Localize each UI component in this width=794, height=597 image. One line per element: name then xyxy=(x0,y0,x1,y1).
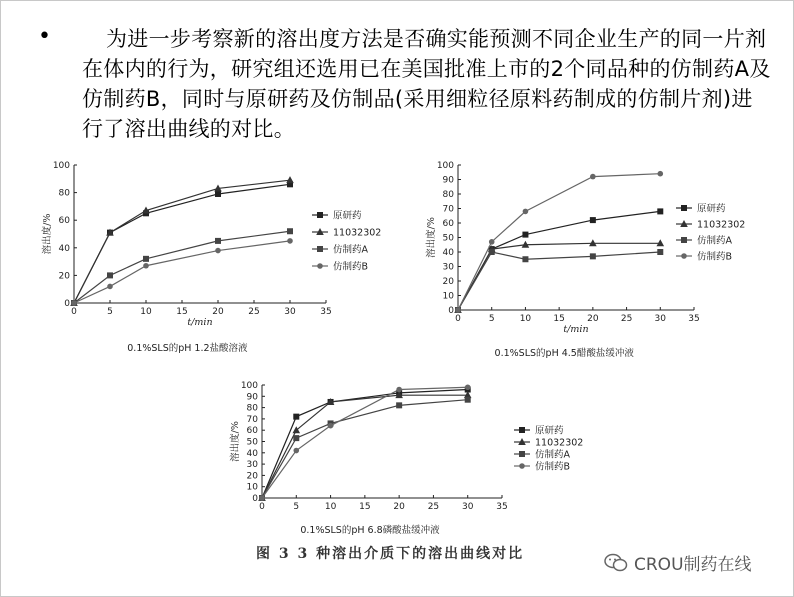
chart-ph45 xyxy=(418,155,758,360)
chart-ph12 xyxy=(30,155,382,360)
chart0-series-line-1 xyxy=(74,180,290,303)
chart0-series-line-2 xyxy=(74,231,290,303)
chart0-legend-marker-0 xyxy=(317,212,323,218)
watermark xyxy=(604,550,752,575)
chart1-data-point-3 xyxy=(657,171,663,177)
chart2-y-tick-label: 60 xyxy=(246,426,258,437)
chart0-x-tick-label: 20 xyxy=(212,307,224,317)
chart0-x-tick-label: 15 xyxy=(176,307,188,317)
chart1-x-tick-label: 30 xyxy=(654,314,667,324)
chart1-y-tick-label: 30 xyxy=(442,262,454,273)
chart0-data-point-3 xyxy=(107,284,113,290)
chart1-x-tick-label: 0 xyxy=(455,314,461,324)
chart0-data-point-3 xyxy=(287,238,293,244)
chart2-y-tick-label: 90 xyxy=(246,392,258,403)
chart0-svg xyxy=(30,155,382,360)
chart0-legend-marker-3 xyxy=(317,263,323,269)
chart1-x-tick-label: 10 xyxy=(519,314,532,324)
chart1-legend-marker-2 xyxy=(681,237,687,243)
chart0-data-point-3 xyxy=(215,248,221,254)
chart0-data-point-2 xyxy=(143,256,149,262)
chart2-x-tick-label: 10 xyxy=(324,502,337,512)
chart1-y-tick-label: 60 xyxy=(442,219,454,229)
chart2-legend-marker-3 xyxy=(519,463,525,469)
chart-ph68 xyxy=(230,375,584,540)
chart0-series-line-0 xyxy=(74,184,290,303)
chart1-y-tick-label: 100 xyxy=(436,161,454,171)
chart0-legend-label-2: 仿制药A xyxy=(333,244,368,256)
chart1-legend-label-1: 11032302 xyxy=(697,219,746,231)
chart2-y-tick-label: 30 xyxy=(246,460,258,471)
chart2-legend-label-1: 11032302 xyxy=(535,437,584,449)
chart1-data-point-3 xyxy=(455,307,461,313)
chart2-legend-marker-2 xyxy=(519,451,525,457)
chart0-x-tick-label: 35 xyxy=(320,307,332,317)
chart2-legend-label-2: 仿制药A xyxy=(535,449,570,461)
chart0-legend-label-0: 原研药 xyxy=(333,210,362,222)
chart1-series-line-3 xyxy=(458,174,660,310)
chart1-x-axis-label: t/min xyxy=(563,324,589,335)
chart0-y-tick-label: 60 xyxy=(58,216,70,227)
chart1-data-point-0 xyxy=(590,217,596,223)
chart1-svg xyxy=(418,155,758,360)
chart2-svg xyxy=(230,375,584,540)
chart2-data-point-3 xyxy=(293,448,299,454)
chart1-caption: 0.1%SLS的pH 4.5醋酸盐缓冲液 xyxy=(494,348,634,359)
chart2-series-line-1 xyxy=(262,395,468,498)
chart2-y-axis-label: 溶出度/% xyxy=(230,421,241,462)
chart1-y-tick-label: 80 xyxy=(442,190,454,200)
chart0-y-tick-label: 80 xyxy=(58,188,70,199)
chart1-legend-label-0: 原研药 xyxy=(697,203,726,215)
chart0-y-tick-label: 20 xyxy=(58,271,70,282)
chart1-legend-marker-0 xyxy=(681,205,687,211)
chart2-data-point-3 xyxy=(465,384,471,390)
chart2-series-line-2 xyxy=(262,400,468,498)
chart2-y-tick-label: 100 xyxy=(240,381,258,391)
chart1-data-point-2 xyxy=(657,249,663,255)
chart1-y-tick-label: 0 xyxy=(448,306,454,316)
chart2-x-tick-label: 20 xyxy=(393,502,405,512)
chart2-x-tick-label: 0 xyxy=(259,502,265,512)
chart0-x-tick-label: 30 xyxy=(284,307,296,317)
chart1-y-tick-label: 40 xyxy=(442,248,454,258)
chart1-y-tick-label: 10 xyxy=(442,291,454,302)
chart2-y-tick-label: 20 xyxy=(246,471,258,482)
chart1-data-point-2 xyxy=(522,256,528,262)
chart0-x-tick-label: 25 xyxy=(248,307,260,317)
chart0-y-tick-label: 0 xyxy=(64,299,70,309)
chart0-data-point-2 xyxy=(215,238,221,244)
chart1-data-point-2 xyxy=(590,253,596,259)
chart0-x-tick-label: 0 xyxy=(71,307,77,317)
chart0-legend-marker-2 xyxy=(317,246,323,252)
chart2-y-tick-label: 70 xyxy=(246,414,258,425)
chart0-data-point-3 xyxy=(71,300,77,306)
chart1-x-tick-label: 15 xyxy=(553,314,565,324)
chart2-y-tick-label: 80 xyxy=(246,403,258,414)
chart1-y-axis-label: 溶出度/% xyxy=(426,217,437,258)
chart2-data-point-2 xyxy=(465,397,471,403)
chart0-legend-label-3: 仿制药B xyxy=(333,261,369,273)
chart2-legend-marker-0 xyxy=(519,427,525,433)
chart2-x-tick-label: 35 xyxy=(496,502,508,512)
chart1-series-line-2 xyxy=(458,252,660,310)
chart0-y-tick-label: 100 xyxy=(52,161,70,171)
chart1-y-tick-label: 90 xyxy=(442,175,454,186)
chart0-data-point-1 xyxy=(286,176,294,183)
chart1-series-line-1 xyxy=(458,243,660,310)
chart1-x-tick-label: 20 xyxy=(587,314,599,324)
chart1-y-tick-label: 70 xyxy=(442,204,454,215)
chart2-series-line-3 xyxy=(262,387,468,498)
chart0-x-axis-label: t/min xyxy=(187,317,213,328)
chart1-data-point-0 xyxy=(522,232,528,238)
chart1-legend-label-3: 仿制药B xyxy=(697,251,733,263)
chart2-legend-label-3: 仿制药B xyxy=(535,461,571,473)
chart2-data-point-2 xyxy=(293,435,299,441)
chart2-x-tick-label: 30 xyxy=(461,502,474,512)
chart0-y-axis-label: 溶出度/% xyxy=(42,213,53,255)
chart2-data-point-3 xyxy=(396,387,402,393)
chart0-data-point-2 xyxy=(107,272,113,278)
chart0-y-tick-label: 40 xyxy=(58,243,70,254)
chart2-y-tick-label: 0 xyxy=(252,494,258,504)
chart2-legend-label-0: 原研药 xyxy=(535,425,564,437)
chart0-data-point-3 xyxy=(143,263,149,269)
chart1-x-tick-label: 5 xyxy=(488,314,495,324)
chart2-y-tick-label: 10 xyxy=(246,482,258,493)
chart1-legend-label-2: 仿制药A xyxy=(697,235,732,247)
wechat-icon xyxy=(604,553,628,573)
chart1-series-line-0 xyxy=(458,211,660,310)
chart1-y-tick-label: 20 xyxy=(442,277,454,287)
chart1-legend-marker-3 xyxy=(681,253,687,259)
chart2-data-point-3 xyxy=(259,495,265,501)
chart1-x-tick-label: 25 xyxy=(620,314,633,324)
chart1-data-point-3 xyxy=(489,239,495,245)
slide-paragraph: 为进一步考察新的溶出度方法是否确实能预测不同企业生产的同一片剂在体内的行为，研究组还选用已在美国批准上市的2个同品种的仿制药A及仿制药B，同时与原研药及仿制品(采用细粒径原料药制成的仿制片剂)进行了溶出曲线的对比。 xyxy=(82,27,771,141)
chart2-x-tick-label: 25 xyxy=(427,502,440,512)
chart2-data-point-3 xyxy=(328,423,334,429)
chart2-data-point-0 xyxy=(293,414,299,420)
figure-caption: 图 3 3 种溶出介质下的溶出曲线对比 xyxy=(256,546,525,562)
chart0-data-point-2 xyxy=(287,228,293,234)
chart2-x-tick-label: 15 xyxy=(359,502,371,512)
chart1-data-point-2 xyxy=(489,249,495,255)
chart0-x-tick-label: 5 xyxy=(107,307,113,317)
watermark-text: CROU制药在线 xyxy=(634,555,752,575)
chart2-y-tick-label: 40 xyxy=(246,448,258,459)
chart0-legend-label-1: 11032302 xyxy=(333,227,382,239)
bullet-mark: • xyxy=(38,24,51,49)
chart1-x-tick-label: 35 xyxy=(688,314,700,324)
chart0-x-tick-label: 10 xyxy=(140,307,152,317)
chart2-caption: 0.1%SLS的pH 6.8磷酸盐缓冲液 xyxy=(300,525,440,536)
chart0-caption: 0.1%SLS的pH 1.2盐酸溶液 xyxy=(127,343,248,354)
chart0-data-point-0 xyxy=(215,191,221,197)
chart2-data-point-2 xyxy=(396,402,402,408)
chart1-data-point-3 xyxy=(590,174,596,180)
chart1-data-point-3 xyxy=(523,209,529,215)
chart1-y-tick-label: 50 xyxy=(442,233,454,244)
chart2-y-tick-label: 50 xyxy=(246,437,258,448)
chart2-x-tick-label: 5 xyxy=(293,502,300,512)
chart1-data-point-0 xyxy=(657,208,663,214)
